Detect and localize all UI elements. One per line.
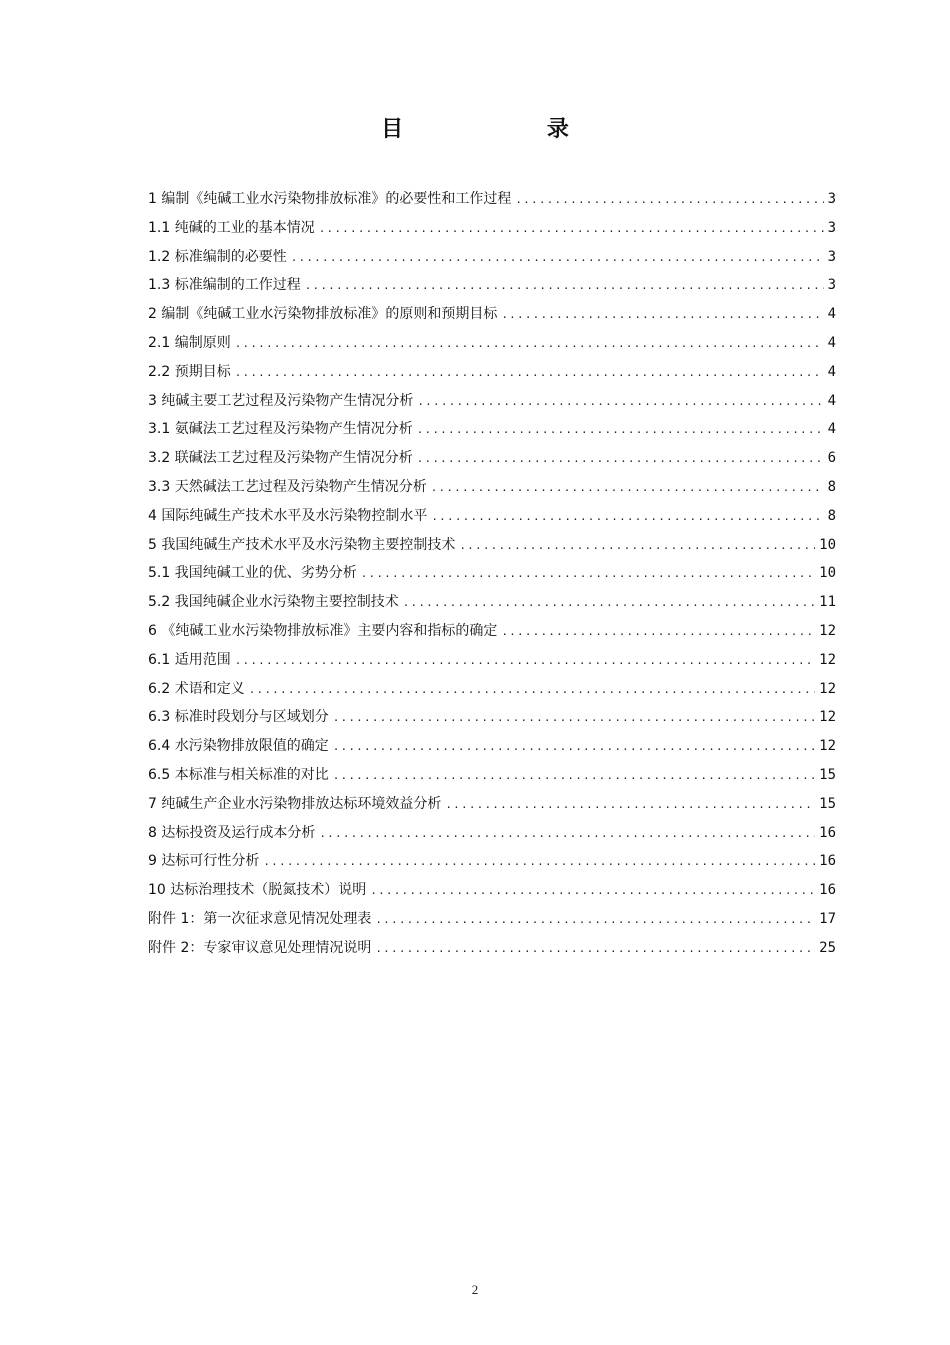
toc-entry-label: 2.1 编制原则 [148,334,231,351]
toc-entry[interactable] [148,819,836,848]
toc-entry-label: 3 纯碱主要工艺过程及污染物产生情况分析 [148,392,414,409]
toc-entry[interactable] [148,790,836,819]
toc-entry-label: 附件 2：专家审议意见处理情况说明 [148,939,372,956]
toc-entry-page: 3 [827,277,836,294]
toc-entry-page: 3 [827,248,836,265]
toc-entry-label: 8 达标投资及运行成本分析 [148,824,316,841]
toc-entry-label: 6.1 适用范围 [148,651,231,668]
dot-leader [417,445,824,474]
toc-entry[interactable] [148,761,836,790]
dot-leader [375,906,815,935]
dot-leader [291,244,824,273]
toc-entry-page: 4 [827,334,836,351]
toc-entry[interactable] [148,329,836,358]
toc-entry[interactable] [148,473,836,502]
toc-entry[interactable] [148,214,836,243]
dot-leader [459,532,815,561]
toc-entry-page: 4 [827,392,836,409]
dot-leader [249,676,815,705]
toc-entry[interactable] [148,271,836,300]
dot-leader [417,416,824,445]
toc-entry-label: 3.2 联碱法工艺过程及污染物产生情况分析 [148,450,413,467]
toc-entry-label: 2 编制《纯碱工业水污染物排放标准》的原则和预期目标 [148,306,498,323]
toc-entry-label: 4 国际纯碱生产技术水平及水污染物控制水平 [148,507,428,524]
toc-entry-page: 17 [819,910,836,927]
dot-leader [361,560,815,589]
toc-entry-label: 5 我国纯碱生产技术水平及水污染物主要控制技术 [148,536,456,553]
dot-leader [501,301,823,330]
toc-entry[interactable] [148,300,836,329]
toc-entry[interactable] [148,415,836,444]
toc-entry-page: 12 [819,651,836,668]
toc-entry-page: 11 [819,594,836,611]
toc-entry-page: 15 [819,795,836,812]
toc-entry-label: 7 纯碱生产企业水污染物排放达标环境效益分析 [148,795,442,812]
toc-entry[interactable] [148,905,836,934]
toc-entry[interactable] [148,934,836,963]
dot-leader [235,359,824,388]
toc-entry-label: 附件 1：第一次征求意见情况处理表 [148,910,372,927]
toc-entry[interactable] [148,185,836,214]
toc-entry-page: 4 [827,363,836,380]
dot-leader [333,704,815,733]
toc-entry-page: 8 [827,507,836,524]
dot-leader [319,820,815,849]
toc-entry-label: 2.2 预期目标 [148,363,231,380]
dot-leader [403,589,815,618]
toc-entry[interactable] [148,559,836,588]
toc-entry-page: 4 [827,306,836,323]
toc-entry-page: 4 [827,421,836,438]
toc-entry-label: 1.2 标准编制的必要性 [148,248,287,265]
toc-entry-page: 3 [827,191,836,207]
table-of-contents [148,185,836,963]
toc-entry-page: 25 [819,939,836,956]
dot-leader [445,791,815,820]
toc-entry-page: 3 [827,219,836,236]
toc-entry-label: 3.3 天然碱法工艺过程及污染物产生情况分析 [148,478,427,495]
dot-leader [333,762,815,791]
toc-entry-label: 5.1 我国纯碱工业的优、劣势分析 [148,565,357,582]
toc-entry-page: 8 [827,478,836,495]
toc-entry[interactable] [148,703,836,732]
toc-entry[interactable] [148,588,836,617]
toc-entry-page: 16 [819,853,836,870]
toc-entry-label: 6 《纯碱工业水污染物排放标准》主要内容和指标的确定 [148,622,498,639]
dot-leader [501,618,815,647]
toc-entry-label: 6.4 水污染物排放限值的确定 [148,738,329,755]
toc-entry[interactable] [148,732,836,761]
toc-entry-page: 16 [819,824,836,841]
toc-entry[interactable] [148,675,836,704]
toc-entry-page: 10 [819,536,836,553]
toc-entry-page: 12 [819,738,836,755]
toc-entry-page: 12 [819,680,836,697]
toc-entry-label: 5.2 我国纯碱企业水污染物主要控制技术 [148,594,399,611]
dot-leader [235,330,824,359]
toc-entry-label: 1 编制《纯碱工业水污染物排放标准》的必要性和工作过程 [148,191,512,207]
toc-entry-page: 16 [819,882,836,899]
toc-entry[interactable] [148,502,836,531]
toc-entry-label: 1.1 纯碱的工业的基本情况 [148,219,315,236]
toc-entry-label: 6.2 术语和定义 [148,680,245,697]
toc-entry-label: 6.5 本标准与相关标准的对比 [148,766,329,783]
dot-leader [235,647,815,676]
toc-entry[interactable] [148,358,836,387]
toc-entry[interactable] [148,876,836,905]
toc-entry-label: 6.3 标准时段划分与区域划分 [148,709,329,726]
toc-entry-label: 10 达标治理技术（脱氮技术）说明 [148,882,367,899]
toc-entry[interactable] [148,387,836,416]
dot-leader [333,733,815,762]
toc-entry-page: 15 [819,766,836,783]
dot-leader [375,935,815,964]
toc-entry-page: 6 [827,450,836,467]
toc-entry-page: 12 [819,709,836,726]
dot-leader [431,503,823,532]
dot-leader [305,272,824,301]
toc-entry-page: 12 [819,622,836,639]
dot-leader [431,474,824,503]
dot-leader [370,877,815,906]
dot-leader [319,215,824,244]
toc-title: 目 录 [381,117,637,142]
dot-leader [515,186,823,215]
toc-entry-page: 10 [819,565,836,582]
toc-entry-label: 1.3 标准编制的工作过程 [148,277,301,294]
dot-leader [417,388,823,417]
toc-entry[interactable] [148,847,836,876]
toc-entry[interactable] [148,646,836,675]
page-number: 2 [471,1282,479,1297]
toc-entry-label: 3.1 氨碱法工艺过程及污染物产生情况分析 [148,421,413,438]
dot-leader [263,848,815,877]
toc-entry[interactable] [148,617,836,646]
toc-entry[interactable] [148,243,836,272]
toc-entry[interactable] [148,444,836,473]
toc-entry-label: 9 达标可行性分析 [148,853,260,870]
toc-entry[interactable] [148,531,836,560]
